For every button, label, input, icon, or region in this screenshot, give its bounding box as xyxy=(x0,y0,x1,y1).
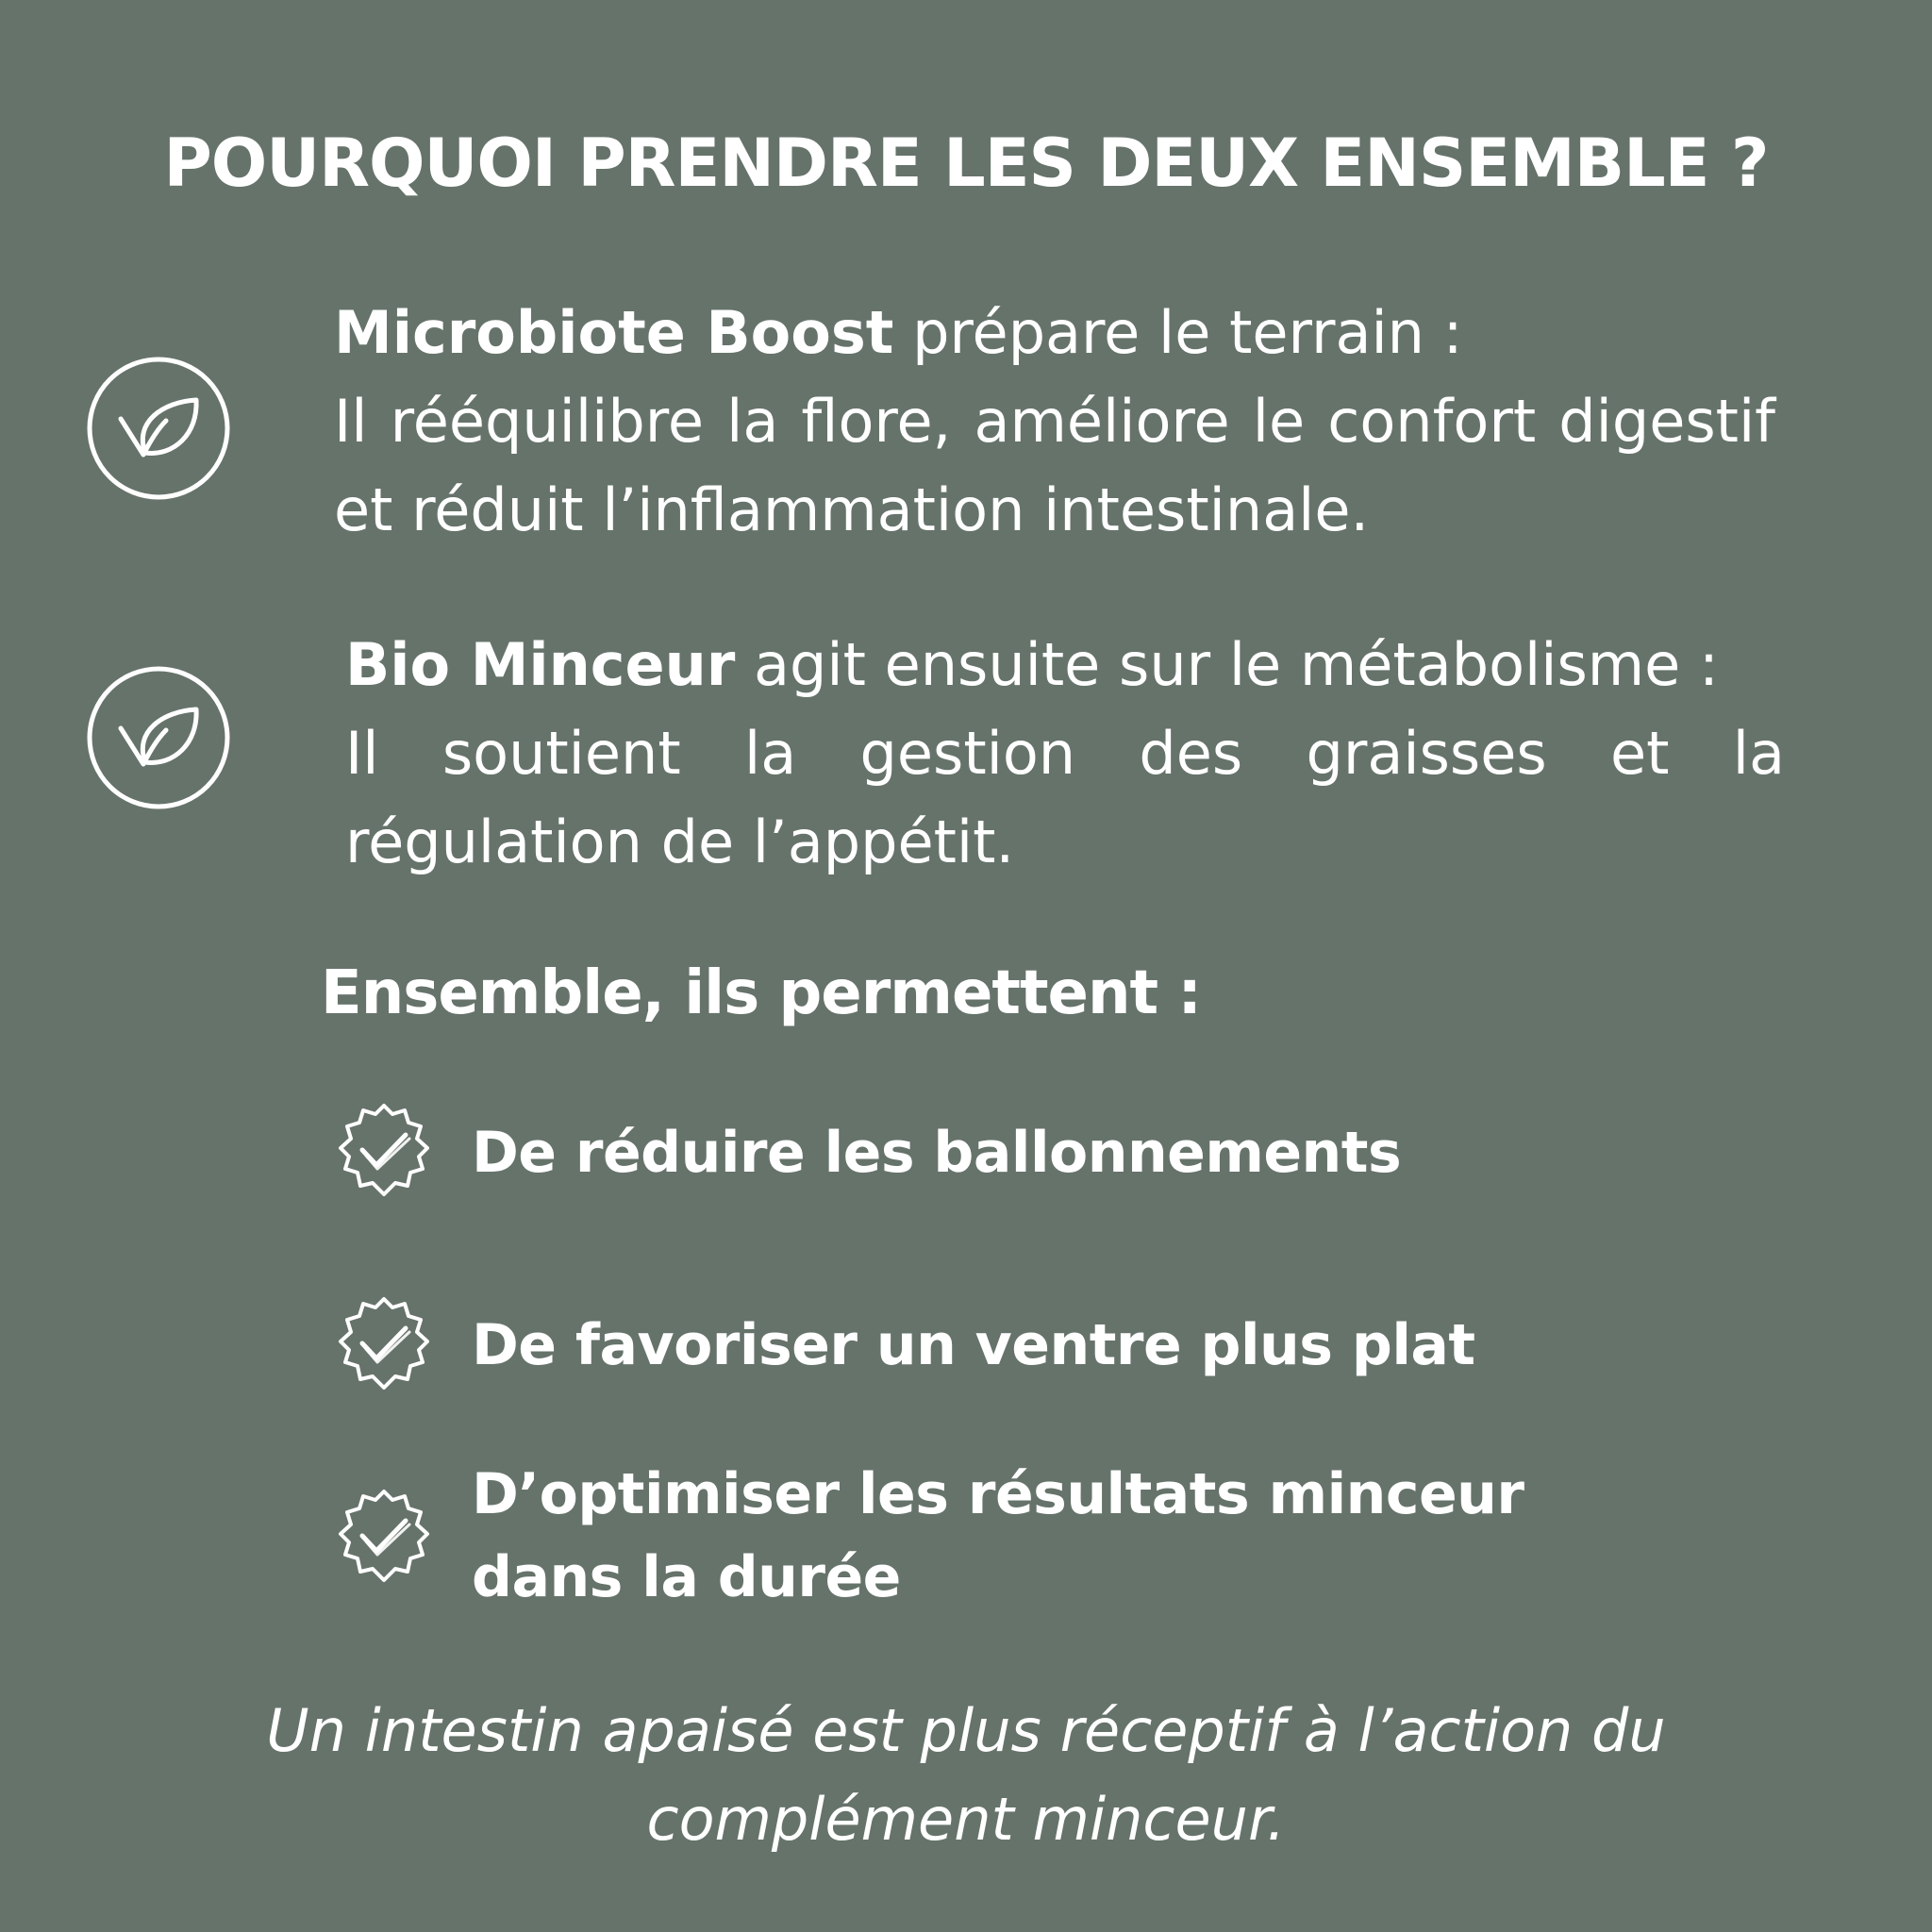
benefit-item: De favoriser un ventre plus plat xyxy=(472,1312,1475,1378)
footer-note: Un intestin apaisé est plus réceptif à l’action du complément minceur. xyxy=(266,1696,1666,1854)
section-minceur xyxy=(345,621,1785,887)
leaf-icon xyxy=(87,666,230,809)
section-body: Il soutient la gestion des graisses et la régulation de l’appétit. xyxy=(345,719,1785,876)
section-body: Il rééquilibre la flore, améliore le confort digestif et réduit l’inflammation intestinale. xyxy=(334,387,1775,544)
page-title: POURQUOI PRENDRE LES DEUX ENSEMBLE ? xyxy=(163,125,1769,202)
benefit-line: D’optimiser les résultats minceur xyxy=(472,1461,1524,1527)
section-lead: agit ensuite sur le métabolisme : xyxy=(735,630,1719,699)
section-heading xyxy=(334,289,1775,377)
leaf-icon xyxy=(87,357,230,500)
section-lead: prépare le terrain : xyxy=(893,298,1463,367)
check-badge-icon xyxy=(332,1487,436,1591)
benefit-item xyxy=(472,1453,1524,1619)
check-badge-icon xyxy=(332,1294,436,1398)
section-microbiote xyxy=(334,289,1775,555)
benefit-line: dans la durée xyxy=(472,1544,901,1610)
product-name: Bio Minceur xyxy=(345,630,736,699)
check-badge-icon xyxy=(332,1101,436,1205)
product-name: Microbiote Boost xyxy=(334,298,894,367)
benefit-item: De réduire les ballonnements xyxy=(472,1120,1402,1186)
section-heading xyxy=(345,621,1785,709)
together-heading: Ensemble, ils permettent : xyxy=(321,958,1201,1028)
